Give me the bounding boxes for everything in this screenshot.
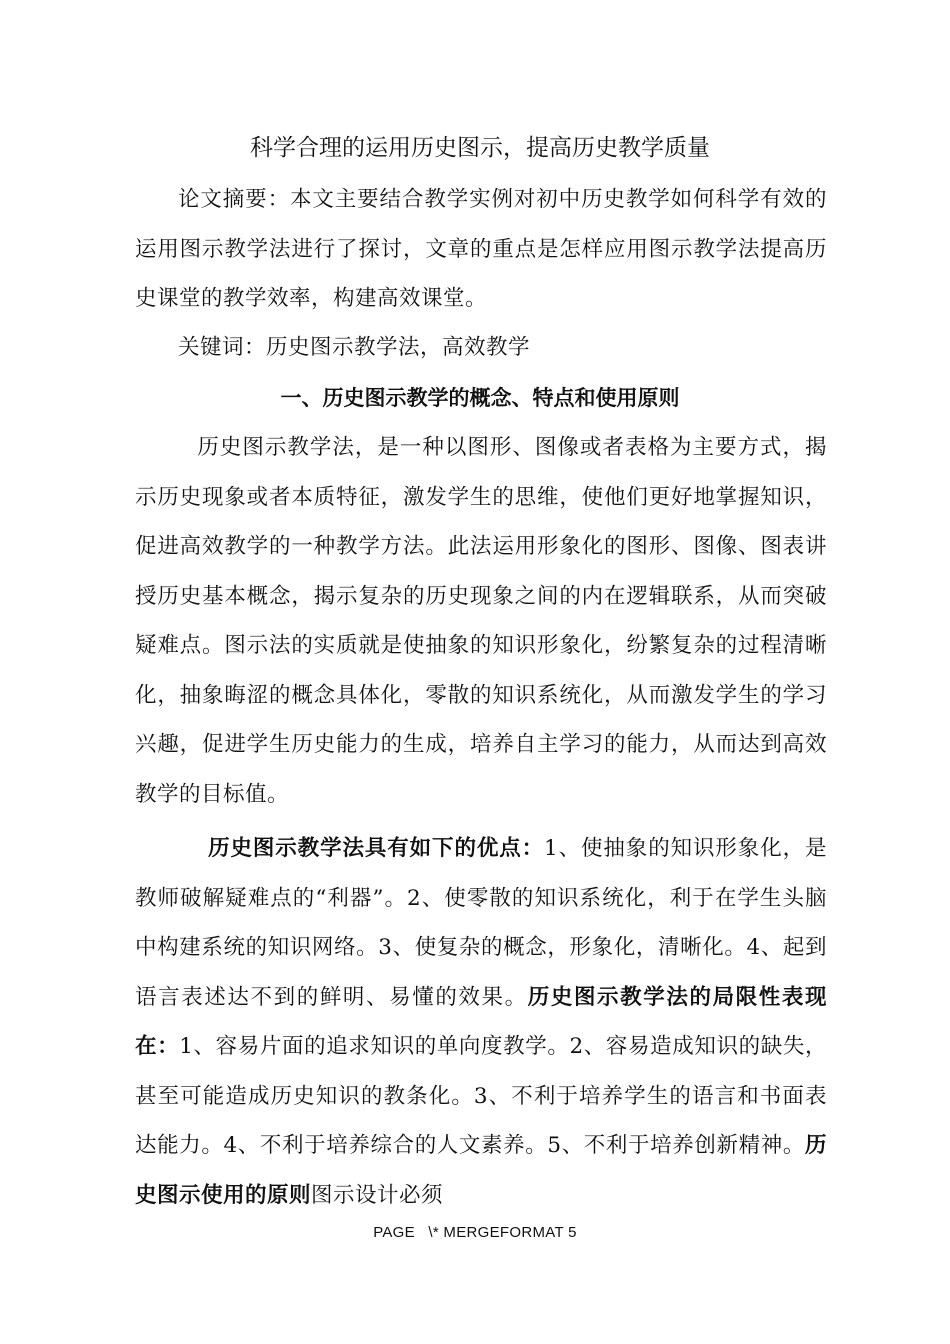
limitations-label: 历史图示教学法的局限性表现在： bbox=[135, 984, 827, 1059]
page-footer: PAGE \* MERGEFORMAT 5 bbox=[373, 1224, 577, 1241]
abstract-text: 本文主要结合教学实例对初中历史教学如何科学有效的运用图示教学法进行了探讨，文章的重点是怎样应用图示教学法提高历史课堂的教学效率，构建高效课堂。 bbox=[135, 187, 827, 311]
advantages-paragraph bbox=[135, 824, 827, 1220]
limitations-text: 1、容易片面的追求知识的单向度教学。2、容易造成知识的缺失，甚至可能造成历史知识的教条化。3、不利于培养学生的语言和书面表达能力。4、不利于培养综合的人文素养。5、不利于培养创新精神。 bbox=[135, 1034, 827, 1158]
abstract-paragraph bbox=[135, 175, 827, 324]
principles-label: 历史图示使用的原则 bbox=[135, 1133, 827, 1208]
document-title: 科学合理的运用历史图示，提高历史教学质量 bbox=[250, 135, 710, 161]
keywords-label: 关键词： bbox=[178, 335, 267, 360]
advantages-label: 历史图示教学法具有如下的优点： bbox=[208, 836, 545, 861]
keywords-paragraph bbox=[135, 323, 827, 373]
abstract-label: 论文摘要： bbox=[178, 187, 290, 212]
advantages-text: 1、使抽象的知识形象化，是教师破解疑难点的“利器”。2、使零散的知识系统化，利于在学生头脑中构建系统的知识网络。3、使复杂的概念，形象化，清晰化。4、起到语言表述达不到的鲜明、易懂的效果。 bbox=[135, 836, 827, 1010]
principles-text: 图示设计必须 bbox=[311, 1182, 444, 1208]
definition-paragraph: 历史图示教学法，是一种以图形、图像或者表格为主要方式，揭示历史现象或者本质特征，激发学生的思维，使他们更好地掌握知识，促进高效教学的一种教学方法。此法运用形象化的图形、图像、图表讲授历史基本概念，揭示复杂的历史现象之间的内在逻辑联系，从而突破疑难点。图示法的实质就是使抽象的知识形象化，纷繁复杂的过程清晰化，抽象晦涩的概念具体化，零散的知识系统化，从而激发学生的学习兴趣，促进学生历史能力的生成，培养自主学习的能力，从而达到高效教学的目标值。 bbox=[135, 435, 827, 807]
keywords-text: 历史图示教学法，高效教学 bbox=[266, 335, 531, 360]
section-heading: 一、历史图示教学的概念、特点和使用原则 bbox=[280, 386, 680, 410]
